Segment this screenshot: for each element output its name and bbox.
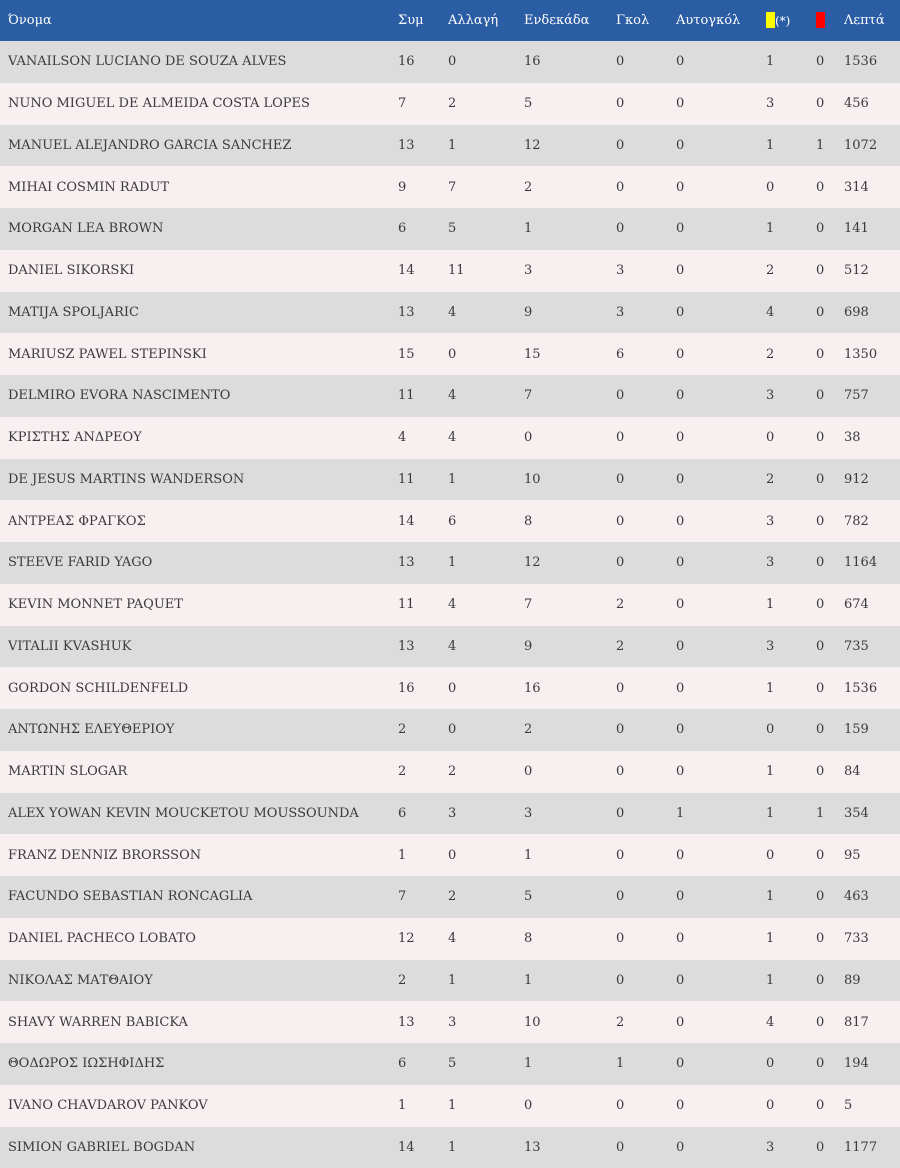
cell-sub: 1 (448, 125, 524, 167)
cell-goals: 0 (616, 83, 676, 125)
cell-red-cards: 0 (816, 960, 844, 1002)
cell-minutes: 1350 (844, 333, 900, 375)
table-row (0, 292, 900, 334)
table-row (0, 793, 900, 835)
cell-minutes: 782 (844, 500, 900, 542)
cell-minutes: 194 (844, 1043, 900, 1085)
cell-apps: 13 (398, 626, 448, 668)
cell-sub: 7 (448, 166, 524, 208)
cell-lineup: 5 (524, 83, 616, 125)
cell-goals: 6 (616, 333, 676, 375)
cell-own-goals: 0 (676, 960, 766, 1002)
cell-goals: 0 (616, 125, 676, 167)
cell-own-goals: 0 (676, 1085, 766, 1127)
cell-apps: 2 (398, 960, 448, 1002)
cell-sub: 4 (448, 417, 524, 459)
cell-yellow-cards: 1 (766, 793, 816, 835)
cell-yellow-cards: 3 (766, 83, 816, 125)
cell-yellow-cards: 1 (766, 876, 816, 918)
cell-lineup: 3 (524, 250, 616, 292)
cell-own-goals: 0 (676, 333, 766, 375)
table-body (0, 41, 900, 1168)
table-row (0, 125, 900, 167)
cell-sub: 0 (448, 709, 524, 751)
cell-name[interactable]: DELMIRO EVORA NASCIMENTO (0, 375, 398, 417)
cell-yellow-cards: 0 (766, 166, 816, 208)
cell-red-cards: 0 (816, 375, 844, 417)
cell-lineup: 10 (524, 1001, 616, 1043)
cell-sub: 1 (448, 1127, 524, 1168)
cell-lineup: 0 (524, 751, 616, 793)
table-row (0, 918, 900, 960)
cell-lineup: 10 (524, 459, 616, 501)
cell-lineup: 0 (524, 417, 616, 459)
cell-name[interactable]: ΝΙΚΟΛΑΣ ΜΑΤΘΑΙΟΥ (0, 960, 398, 1002)
cell-yellow-cards: 3 (766, 542, 816, 584)
cell-own-goals: 0 (676, 709, 766, 751)
cell-sub: 3 (448, 1001, 524, 1043)
cell-yellow-cards: 1 (766, 667, 816, 709)
cell-goals: 0 (616, 918, 676, 960)
cell-lineup: 7 (524, 584, 616, 626)
cell-red-cards: 0 (816, 918, 844, 960)
table-row (0, 83, 900, 125)
table-header-row (0, 0, 900, 41)
cell-goals: 2 (616, 584, 676, 626)
cell-yellow-cards: 3 (766, 375, 816, 417)
cell-apps: 11 (398, 584, 448, 626)
cell-lineup: 13 (524, 1127, 616, 1168)
col-header-lineup[interactable]: Ενδεκάδα (524, 0, 616, 41)
col-header-red[interactable] (816, 0, 844, 41)
cell-goals: 0 (616, 542, 676, 584)
cell-minutes: 735 (844, 626, 900, 668)
cell-red-cards: 0 (816, 751, 844, 793)
cell-own-goals: 0 (676, 876, 766, 918)
cell-lineup: 1 (524, 960, 616, 1002)
cell-own-goals: 0 (676, 250, 766, 292)
cell-apps: 13 (398, 1001, 448, 1043)
cell-goals: 0 (616, 709, 676, 751)
cell-red-cards: 0 (816, 292, 844, 334)
cell-red-cards: 0 (816, 834, 844, 876)
cell-sub: 2 (448, 751, 524, 793)
cell-sub: 5 (448, 208, 524, 250)
table-row (0, 1043, 900, 1085)
table-row (0, 208, 900, 250)
cell-apps: 7 (398, 83, 448, 125)
cell-own-goals: 0 (676, 459, 766, 501)
cell-minutes: 89 (844, 960, 900, 1002)
col-header-goals[interactable]: Γκολ (616, 0, 676, 41)
cell-yellow-cards: 0 (766, 709, 816, 751)
cell-apps: 15 (398, 333, 448, 375)
col-header-name[interactable]: Όνομα (0, 0, 398, 41)
table-row (0, 1001, 900, 1043)
cell-name[interactable]: SHAVY WARREN BABICKA (0, 1001, 398, 1043)
col-header-own-goals[interactable]: Αυτογκόλ (676, 0, 766, 41)
cell-red-cards: 0 (816, 41, 844, 83)
table-row (0, 834, 900, 876)
cell-minutes: 817 (844, 1001, 900, 1043)
cell-apps: 13 (398, 292, 448, 334)
cell-goals: 0 (616, 834, 676, 876)
cell-goals: 0 (616, 166, 676, 208)
cell-minutes: 912 (844, 459, 900, 501)
cell-goals: 0 (616, 876, 676, 918)
cell-lineup: 9 (524, 292, 616, 334)
cell-lineup: 16 (524, 41, 616, 83)
cell-red-cards: 0 (816, 1127, 844, 1168)
cell-goals: 0 (616, 417, 676, 459)
cell-name[interactable]: ΑΝΤΩΝΗΣ ΕΛΕΥΘΕΡΙΟΥ (0, 709, 398, 751)
col-header-apps[interactable]: Συμ (398, 0, 448, 41)
cell-own-goals: 0 (676, 626, 766, 668)
cell-apps: 12 (398, 918, 448, 960)
cell-sub: 4 (448, 584, 524, 626)
table-row (0, 876, 900, 918)
cell-red-cards: 0 (816, 459, 844, 501)
cell-sub: 0 (448, 333, 524, 375)
table-row (0, 960, 900, 1002)
cell-yellow-cards: 1 (766, 125, 816, 167)
cell-apps: 6 (398, 1043, 448, 1085)
cell-apps: 14 (398, 250, 448, 292)
cell-apps: 14 (398, 500, 448, 542)
table-row (0, 1127, 900, 1168)
cell-minutes: 354 (844, 793, 900, 835)
cell-own-goals: 0 (676, 500, 766, 542)
cell-minutes: 5 (844, 1085, 900, 1127)
cell-own-goals: 0 (676, 375, 766, 417)
cell-own-goals: 0 (676, 1043, 766, 1085)
cell-yellow-cards: 0 (766, 834, 816, 876)
table-row (0, 417, 900, 459)
cell-apps: 4 (398, 417, 448, 459)
cell-apps: 6 (398, 208, 448, 250)
cell-name[interactable]: IVANO CHAVDAROV PANKOV (0, 1085, 398, 1127)
cell-goals: 1 (616, 1043, 676, 1085)
table-row (0, 542, 900, 584)
cell-yellow-cards: 4 (766, 1001, 816, 1043)
cell-red-cards: 0 (816, 584, 844, 626)
cell-own-goals: 0 (676, 208, 766, 250)
cell-red-cards: 0 (816, 667, 844, 709)
cell-red-cards: 1 (816, 125, 844, 167)
cell-red-cards: 0 (816, 1001, 844, 1043)
cell-yellow-cards: 2 (766, 250, 816, 292)
cell-minutes: 1164 (844, 542, 900, 584)
col-header-yellow[interactable] (766, 0, 816, 41)
cell-minutes: 456 (844, 83, 900, 125)
cell-goals: 0 (616, 1085, 676, 1127)
cell-red-cards: 0 (816, 166, 844, 208)
cell-name[interactable]: MIHAI COSMIN RADUT (0, 166, 398, 208)
cell-red-cards: 0 (816, 333, 844, 375)
cell-yellow-cards: 2 (766, 333, 816, 375)
cell-own-goals: 0 (676, 751, 766, 793)
cell-apps: 1 (398, 834, 448, 876)
cell-name[interactable]: VANAILSON LUCIANO DE SOUZA ALVES (0, 41, 398, 83)
cell-goals: 0 (616, 1127, 676, 1168)
cell-goals: 2 (616, 1001, 676, 1043)
col-header-sub[interactable]: Αλλαγή (448, 0, 524, 41)
cell-own-goals: 0 (676, 1001, 766, 1043)
table-row (0, 459, 900, 501)
cell-minutes: 1536 (844, 667, 900, 709)
cell-sub: 5 (448, 1043, 524, 1085)
cell-red-cards: 0 (816, 250, 844, 292)
cell-name[interactable]: MARTIN SLOGAR (0, 751, 398, 793)
cell-yellow-cards: 3 (766, 1127, 816, 1168)
cell-name[interactable]: DE JESUS MARTINS WANDERSON (0, 459, 398, 501)
cell-minutes: 757 (844, 375, 900, 417)
cell-lineup: 1 (524, 1043, 616, 1085)
cell-apps: 11 (398, 459, 448, 501)
cell-sub: 1 (448, 960, 524, 1002)
cell-own-goals: 0 (676, 125, 766, 167)
cell-apps: 16 (398, 41, 448, 83)
cell-goals: 0 (616, 41, 676, 83)
table-row (0, 584, 900, 626)
cell-sub: 11 (448, 250, 524, 292)
cell-yellow-cards: 0 (766, 417, 816, 459)
cell-goals: 0 (616, 751, 676, 793)
cell-lineup: 9 (524, 626, 616, 668)
cell-yellow-cards: 1 (766, 960, 816, 1002)
cell-minutes: 1072 (844, 125, 900, 167)
cell-minutes: 733 (844, 918, 900, 960)
cell-lineup: 8 (524, 500, 616, 542)
col-header-minutes[interactable]: Λεπτά (844, 0, 900, 41)
cell-minutes: 1177 (844, 1127, 900, 1168)
table-row (0, 250, 900, 292)
cell-apps: 14 (398, 1127, 448, 1168)
cell-sub: 0 (448, 667, 524, 709)
cell-own-goals: 0 (676, 542, 766, 584)
red-card-icon (816, 12, 825, 28)
cell-name[interactable]: FRANZ DENNIZ BRORSSON (0, 834, 398, 876)
cell-yellow-cards: 1 (766, 584, 816, 626)
yellow-card-suffix: (*) (775, 14, 790, 28)
cell-yellow-cards: 2 (766, 459, 816, 501)
cell-sub: 0 (448, 41, 524, 83)
cell-name[interactable]: STEEVE FARID YAGO (0, 542, 398, 584)
cell-goals: 0 (616, 793, 676, 835)
cell-lineup: 7 (524, 375, 616, 417)
cell-name[interactable]: ΑΝΤΡΕΑΣ ΦΡΑΓΚΟΣ (0, 500, 398, 542)
cell-name[interactable]: ALEX YOWAN KEVIN MOUCKETOU MOUSSOUNDA (0, 793, 398, 835)
cell-lineup: 12 (524, 542, 616, 584)
cell-minutes: 141 (844, 208, 900, 250)
cell-goals: 0 (616, 208, 676, 250)
cell-apps: 2 (398, 751, 448, 793)
cell-red-cards: 0 (816, 1085, 844, 1127)
cell-yellow-cards: 3 (766, 626, 816, 668)
cell-own-goals: 0 (676, 166, 766, 208)
cell-lineup: 15 (524, 333, 616, 375)
cell-own-goals: 0 (676, 918, 766, 960)
cell-sub: 2 (448, 83, 524, 125)
cell-name[interactable]: DANIEL SIKORSKI (0, 250, 398, 292)
cell-name[interactable]: ΘΟΔΩΡΟΣ ΙΩΣΗΦΙΔΗΣ (0, 1043, 398, 1085)
cell-red-cards: 0 (816, 876, 844, 918)
table-row (0, 626, 900, 668)
cell-name[interactable]: FACUNDO SEBASTIAN RONCAGLIA (0, 876, 398, 918)
cell-lineup: 2 (524, 709, 616, 751)
cell-lineup: 12 (524, 125, 616, 167)
cell-lineup: 1 (524, 834, 616, 876)
cell-yellow-cards: 1 (766, 918, 816, 960)
cell-name[interactable]: MORGAN LEA BROWN (0, 208, 398, 250)
cell-minutes: 314 (844, 166, 900, 208)
cell-name[interactable]: MATIJA SPOLJARIC (0, 292, 398, 334)
yellow-card-icon (766, 12, 775, 28)
cell-name[interactable]: MANUEL ALEJANDRO GARCIA SANCHEZ (0, 125, 398, 167)
cell-lineup: 2 (524, 166, 616, 208)
cell-own-goals: 0 (676, 41, 766, 83)
cell-red-cards: 0 (816, 1043, 844, 1085)
cell-minutes: 1536 (844, 41, 900, 83)
cell-red-cards: 0 (816, 208, 844, 250)
table-row (0, 41, 900, 83)
cell-apps: 6 (398, 793, 448, 835)
cell-sub: 0 (448, 834, 524, 876)
cell-minutes: 698 (844, 292, 900, 334)
cell-name[interactable]: MARIUSZ PAWEL STEPINSKI (0, 333, 398, 375)
cell-red-cards: 0 (816, 500, 844, 542)
cell-name[interactable]: KEVIN MONNET PAQUET (0, 584, 398, 626)
cell-minutes: 512 (844, 250, 900, 292)
cell-red-cards: 0 (816, 417, 844, 459)
cell-own-goals: 0 (676, 584, 766, 626)
cell-lineup: 1 (524, 208, 616, 250)
cell-name[interactable]: ΚΡΙΣΤΗΣ ΑΝΔΡΕΟΥ (0, 417, 398, 459)
cell-sub: 1 (448, 459, 524, 501)
cell-sub: 2 (448, 876, 524, 918)
cell-goals: 0 (616, 667, 676, 709)
cell-yellow-cards: 4 (766, 292, 816, 334)
cell-goals: 2 (616, 626, 676, 668)
cell-own-goals: 0 (676, 292, 766, 334)
cell-apps: 13 (398, 542, 448, 584)
table-row (0, 751, 900, 793)
cell-red-cards: 0 (816, 626, 844, 668)
cell-red-cards: 0 (816, 83, 844, 125)
cell-lineup: 3 (524, 793, 616, 835)
cell-lineup: 0 (524, 1085, 616, 1127)
cell-sub: 1 (448, 542, 524, 584)
cell-red-cards: 0 (816, 709, 844, 751)
cell-goals: 0 (616, 500, 676, 542)
table-row (0, 500, 900, 542)
cell-yellow-cards: 0 (766, 1085, 816, 1127)
cell-minutes: 38 (844, 417, 900, 459)
table-row (0, 166, 900, 208)
cell-yellow-cards: 0 (766, 1043, 816, 1085)
cell-apps: 11 (398, 375, 448, 417)
table-row (0, 667, 900, 709)
cell-goals: 0 (616, 375, 676, 417)
cell-lineup: 8 (524, 918, 616, 960)
cell-name[interactable]: SIMION GABRIEL BOGDAN (0, 1127, 398, 1168)
cell-lineup: 16 (524, 667, 616, 709)
cell-apps: 13 (398, 125, 448, 167)
cell-minutes: 159 (844, 709, 900, 751)
cell-sub: 1 (448, 1085, 524, 1127)
cell-apps: 1 (398, 1085, 448, 1127)
cell-apps: 16 (398, 667, 448, 709)
cell-red-cards: 1 (816, 793, 844, 835)
cell-sub: 3 (448, 793, 524, 835)
cell-own-goals: 0 (676, 667, 766, 709)
cell-sub: 4 (448, 918, 524, 960)
cell-yellow-cards: 1 (766, 751, 816, 793)
cell-goals: 3 (616, 292, 676, 334)
cell-name[interactable]: VITALII KVASHUK (0, 626, 398, 668)
cell-name[interactable]: DANIEL PACHECO LOBATO (0, 918, 398, 960)
cell-apps: 7 (398, 876, 448, 918)
cell-yellow-cards: 1 (766, 208, 816, 250)
cell-apps: 9 (398, 166, 448, 208)
cell-red-cards: 0 (816, 542, 844, 584)
cell-goals: 0 (616, 459, 676, 501)
cell-own-goals: 0 (676, 834, 766, 876)
cell-lineup: 5 (524, 876, 616, 918)
cell-own-goals: 0 (676, 83, 766, 125)
table-row (0, 333, 900, 375)
cell-minutes: 84 (844, 751, 900, 793)
cell-minutes: 95 (844, 834, 900, 876)
cell-minutes: 463 (844, 876, 900, 918)
cell-sub: 6 (448, 500, 524, 542)
table-row (0, 709, 900, 751)
cell-name[interactable]: NUNO MIGUEL DE ALMEIDA COSTA LOPES (0, 83, 398, 125)
table-row (0, 1085, 900, 1127)
cell-sub: 4 (448, 626, 524, 668)
cell-goals: 3 (616, 250, 676, 292)
cell-goals: 0 (616, 960, 676, 1002)
cell-apps: 2 (398, 709, 448, 751)
cell-name[interactable]: GORDON SCHILDENFELD (0, 667, 398, 709)
cell-own-goals: 0 (676, 417, 766, 459)
cell-yellow-cards: 1 (766, 41, 816, 83)
cell-yellow-cards: 3 (766, 500, 816, 542)
cell-sub: 4 (448, 375, 524, 417)
cell-own-goals: 1 (676, 793, 766, 835)
cell-own-goals: 0 (676, 1127, 766, 1168)
table-row (0, 375, 900, 417)
cell-minutes: 674 (844, 584, 900, 626)
cell-sub: 4 (448, 292, 524, 334)
